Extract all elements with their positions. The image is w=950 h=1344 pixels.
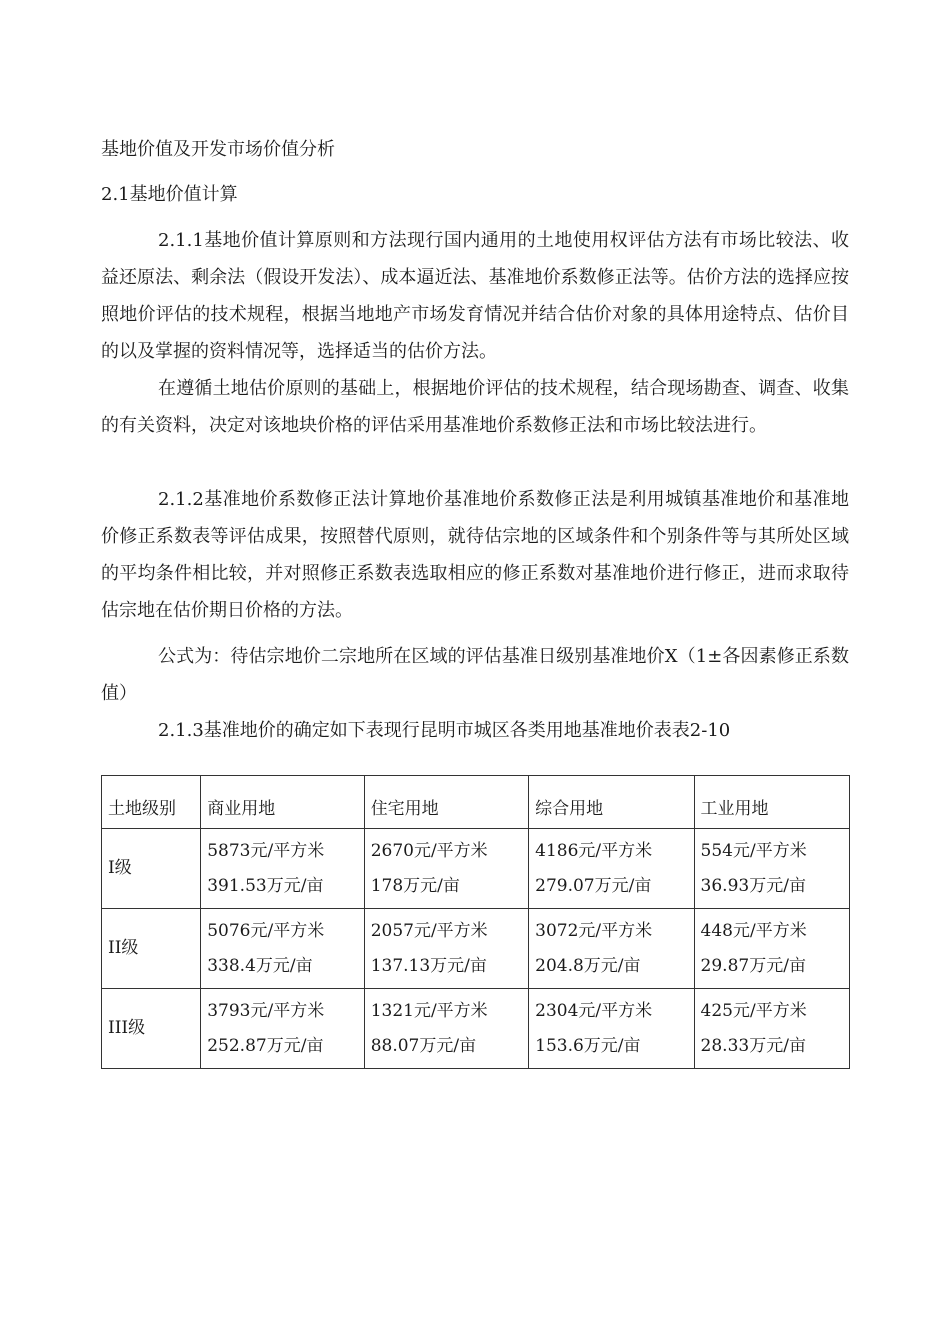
header-residential: 住宅用地 — [364, 776, 528, 829]
price-cell: 2670元/平方米 178万元/亩 — [364, 829, 528, 909]
table-row — [102, 829, 850, 909]
price-cell: 5873元/平方米 391.53万元/亩 — [201, 829, 364, 909]
price-cell: 2304元/平方米 153.6万元/亩 — [529, 989, 694, 1069]
table-row — [102, 909, 850, 989]
paragraph-formula: 公式为：待估宗地价二宗地所在区域的评估基准日级别基准地价X（1±各因素修正系数值） — [101, 646, 849, 704]
paragraph-method-principles: 2.1.1基地价值计算原则和方法现行国内通用的土地使用权评估方法有市场比较法、收益还原法、剩余法（假设开发法）、成本逼近法、基准地价系数修正法等。估价方法的选择应按照地价评估的技术规程，根据当地地产市场发育情况并结合估价对象的具体用途特点、估价目的以及掌握的资料情况等，选择适当的估价方法。 — [101, 230, 849, 362]
grade-cell: I级 — [102, 829, 201, 909]
grade-cell: III级 — [102, 989, 201, 1069]
paragraph-table-caption: 2.1.3基准地价的确定如下表现行昆明市城区各类用地基准地价表表2-10 — [158, 720, 731, 741]
paragraph-method-choice: 在遵循土地估价原则的基础上，根据地价评估的技术规程，结合现场勘查、调查、收集的有关资料，决定对该地块价格的评估采用基准地价系数修正法和市场比较法进行。 — [101, 378, 849, 436]
price-cell: 425元/平方米 28.33万元/亩 — [694, 989, 849, 1069]
table-row — [102, 989, 850, 1069]
price-cell: 3072元/平方米 204.8万元/亩 — [529, 909, 694, 989]
price-cell: 448元/平方米 29.87万元/亩 — [694, 909, 849, 989]
header-mixed: 综合用地 — [529, 776, 694, 829]
grade-cell: II级 — [102, 909, 201, 989]
price-cell: 2057元/平方米 137.13万元/亩 — [364, 909, 528, 989]
price-cell: 554元/平方米 36.93万元/亩 — [694, 829, 849, 909]
price-cell: 1321元/平方米 88.07万元/亩 — [364, 989, 528, 1069]
land-price-table — [101, 775, 850, 1069]
price-cell: 4186元/平方米 279.07万元/亩 — [529, 829, 694, 909]
table-header-row — [102, 776, 850, 829]
price-cell: 3793元/平方米 252.87万元/亩 — [201, 989, 364, 1069]
paragraph-coefficient-method: 2.1.2基准地价系数修正法计算地价基准地价系数修正法是利用城镇基准地价和基准地价修正系数表等评估成果，按照替代原则，就待估宗地的区域条件和个别条件等与其所处区域的平均条件相比较，并对照修正系数表选取相应的修正系数对基准地价进行修正，进而求取待估宗地在估价期日价格的方法。 — [101, 489, 849, 621]
price-cell: 5076元/平方米 338.4万元/亩 — [201, 909, 364, 989]
header-industrial: 工业用地 — [694, 776, 849, 829]
document-heading: 基地价值及开发市场价值分析 — [101, 139, 335, 160]
header-grade: 土地级别 — [102, 776, 201, 829]
section-title: 2.1基地价值计算 — [101, 184, 238, 205]
header-commercial: 商业用地 — [201, 776, 364, 829]
